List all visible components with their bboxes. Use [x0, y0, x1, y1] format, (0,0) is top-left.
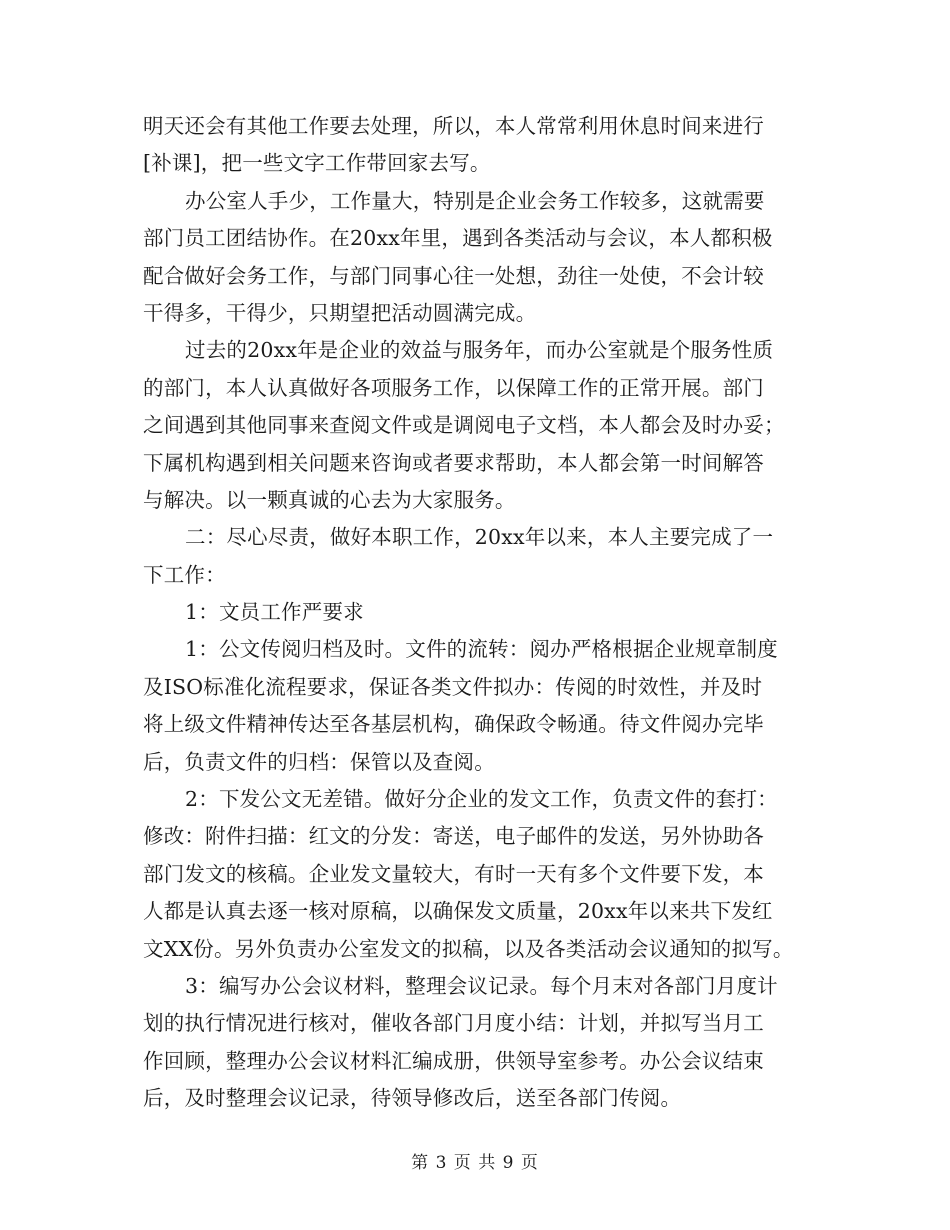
document-body [143, 108, 815, 1118]
text-line: 将上级文件精神传达至各基层机构，确保政令畅通。待文件阅办完毕 [143, 712, 764, 737]
text-line: [补课]，把一些文字工作带回家去写。 [143, 151, 491, 176]
text-line: 部门员工团结协作。在20xx年里，遇到各类活动与会议，本人都积极 [143, 226, 773, 251]
text-line: 的部门，本人认真做好各项服务工作，以保障工作的正常开展。部门 [143, 375, 764, 400]
text-line: 部门发文的核稿。企业发文量较大，有时一天有多个文件要下发，本 [143, 861, 764, 886]
text-line: 2：下发公文无差错。做好分企业的发文工作，负责文件的套打： [185, 787, 778, 812]
text-line: 下属机构遇到相关问题来咨询或者要求帮助，本人都会第一时间解答 [143, 450, 764, 475]
text-line: 干得多，干得少，只期望把活动圆满完成。 [143, 300, 537, 325]
text-line: 过去的20xx年是企业的效益与服务年，而办公室就是个服务性质 [185, 338, 774, 363]
text-line: 1：公文传阅归档及时。文件的流转：阅办严格根据企业规章制度 [185, 637, 778, 662]
text-line: 二：尽心尽责，做好本职工作，20xx年以来，本人主要完成了一 [185, 525, 774, 550]
text-line: 办公室人手少，工作量大，特别是企业会务工作较多，这就需要 [185, 188, 765, 213]
text-line: 3：编写办公会议材料，整理会议记录。每个月末对各部门月度计 [185, 973, 778, 998]
text-line: 后，及时整理会议记录，待领导修改后，送至各部门传阅。 [143, 1086, 682, 1111]
text-line: 下工作： [143, 562, 226, 587]
text-line: 作回顾，整理办公会议材料汇编成册，供领导室参考。办公会议结束 [143, 1048, 764, 1073]
text-line: 之间遇到其他同事来查阅文件或是调阅电子文档，本人都会及时办妥； [143, 413, 785, 438]
text-line: 1：文员工作严要求 [185, 600, 364, 625]
text-line: 配合做好会务工作，与部门同事心往一处想，劲往一处使，不会计较 [143, 263, 764, 288]
text-line: 划的执行情况进行核对，催收各部门月度小结：计划，并拟写当月工 [143, 1011, 764, 1036]
text-line: 后，负责文件的归档：保管以及查阅。 [143, 749, 495, 774]
text-line: 人都是认真去逐一核对原稿，以确保发文质量，20xx年以来共下发红 [143, 899, 773, 924]
text-line: 文XX份。另外负责办公室发文的拟稿，以及各类活动会议通知的拟写。 [143, 936, 794, 961]
text-line: 及ISO标准化流程要求，保证各类文件拟办：传阅的时效性，并及时 [143, 674, 763, 699]
page-footer: 第 3 页 共 9 页 [411, 1153, 539, 1173]
text-line: 修改：附件扫描：红文的分发：寄送，电子邮件的发送，另外协助各 [143, 824, 764, 849]
text-line: 明天还会有其他工作要去处理，所以，本人常常利用休息时间来进行 [143, 114, 764, 138]
text-line: 与解决。以一颗真诚的心去为大家服务。 [143, 487, 516, 512]
